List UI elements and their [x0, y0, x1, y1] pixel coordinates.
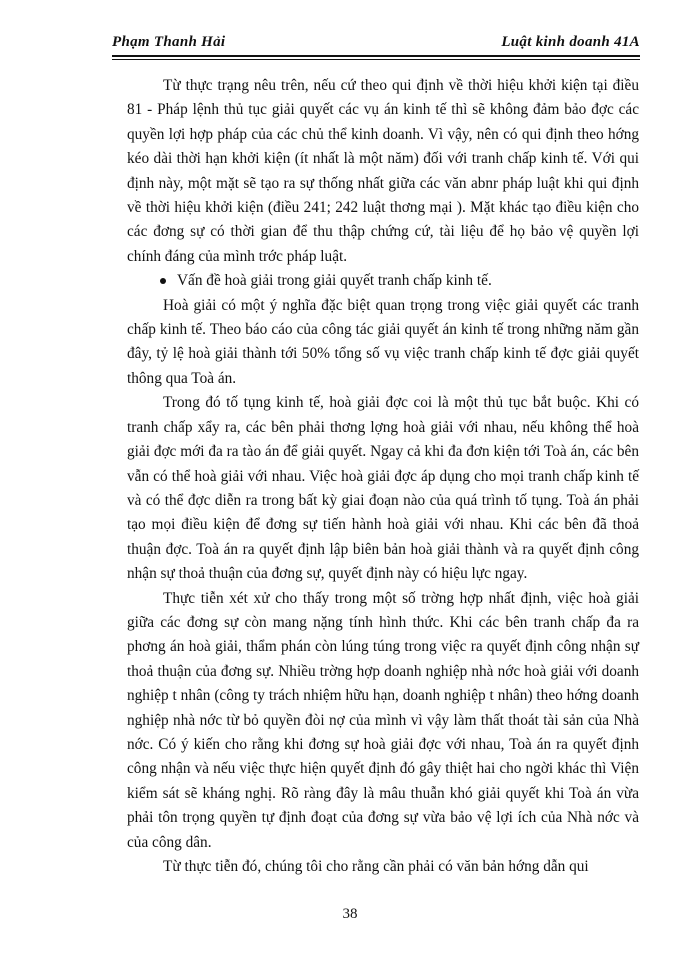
- paragraph-mediation-importance: Hoà giải có một ý nghĩa đặc biệt quan trọng trong việc giải quyết các tranh chấp kinh tế. Theo báo cáo của công tác giải quyết án kinh tế trong những năm gần đây, tỷ lệ hoà giải thành tới 50% tổng số vụ việc tranh chấp kinh tế đợc giải quyết thông qua Toà án.: [127, 296, 639, 387]
- header-rule-thin: [112, 59, 640, 60]
- paragraph-conclusion: Từ thực tiễn đó, chúng tôi cho rằng cần phải có văn bản hớng dẫn qui: [163, 858, 589, 875]
- paragraph-mediation-practice: Thực tiễn xét xử cho thấy trong một số trờng hợp nhất định, việc hoà giải giữa các đơng sự còn mang nặng tính hình thức. Khi các bên tranh chấp đa ra phơng án hoà giải, thẩm phán còn lúng túng trong việc ra quyết định công nhận sự thoả thuận của đơng sự. Nhiều trờng hợp doanh nghiệp nhà nớc hoà giải với doanh nghiệp t nhân (công ty trách nhiệm hữu hạn, doanh nghiệp t nhân) theo hớng doanh nghiệp nhà nớc từ bỏ quyền đòi nợ của mình vì vậy làm thất thoát tài sản của Nhà nớc. Có ý kiến cho rằng khi đơng sự hoà giải đợc với nhau, Toà án ra quyết định công nhận và nếu việc thực hiện quyết định đó gây thiệt hai cho ngời khác thì Viện kiểm sát sẽ kháng nghị. Rõ ràng đây là mâu thuẫn khó giải quyết khi Toà án vừa phải tôn trọng quyền tự định đoạt của đơng sự vừa bảo vệ lợi ích của Nhà nớc và của công dân.: [127, 589, 639, 851]
- bullet-heading-text: Vấn đề hoà giải trong giải quyết tranh chấp kinh tế.: [177, 272, 492, 290]
- bullet-heading-mediation: [127, 269, 639, 293]
- document-body: [127, 74, 639, 879]
- page-header: [112, 28, 640, 58]
- header-course: Luật kinh doanh 41A: [501, 34, 640, 50]
- page-number: 38: [342, 906, 358, 922]
- paragraph-statute-limitations: Từ thực trạng nêu trên, nếu cứ theo qui định về thời hiệu khởi kiện tại điều 81 - Pháp lệnh thủ tục giải quyết các vụ án kinh tế thì sẽ không đảm bảo đợc các quyền lợi hợp pháp của các chủ thể kinh doanh. Vì vậy, nên có qui định theo hớng kéo dài thời hạn khởi kiện (ít nhất là một năm) đối với tranh chấp kinh tế. Với qui định này, một mặt sẽ tạo ra sự thống nhất giữa các văn abnr pháp luật khi qui định về thời hiệu khởi kiện (điều 241; 242 luật thơng mại ). Mặt khác tạo điều kiện cho các đơng sự có thời gian để thu thập chứng cứ, tài liệu để họ bảo vệ quyền lợi chính đáng của mình trớc pháp luật.: [127, 77, 639, 265]
- paragraph-mediation-procedure: Trong đó tố tụng kinh tế, hoà giải đợc coi là một thủ tục bắt buộc. Khi có tranh chấp xẩy ra, các bên phải thơng lợng hoà giải với nhau, nếu không thể hoà giải đợc mới đa ra tào án để giải quyết. Ngay cả khi đa đơn kiện tới Toà án, các bên vẫn có thể hoà giải với nhau. Việc hoà giải đợc áp dụng cho mọi tranh chấp kinh tế và có thể đợc diễn ra trong bất kỳ giai đoạn nào của quá trình tố tụng. Toà án phải tạo mọi điều kiện để đơng sự tiến hành hoà giải với nhau. Khi các bên đã thoả thuận đợc. Toà án ra quyết định lập biên bản hoà giải thành và ra quyết định công nhận sự thoả thuận của đơng sự, quyết định này có hiệu lực ngay.: [127, 394, 639, 583]
- header-author: Phạm Thanh Hải: [112, 34, 226, 50]
- header-rule-thick: [112, 55, 640, 57]
